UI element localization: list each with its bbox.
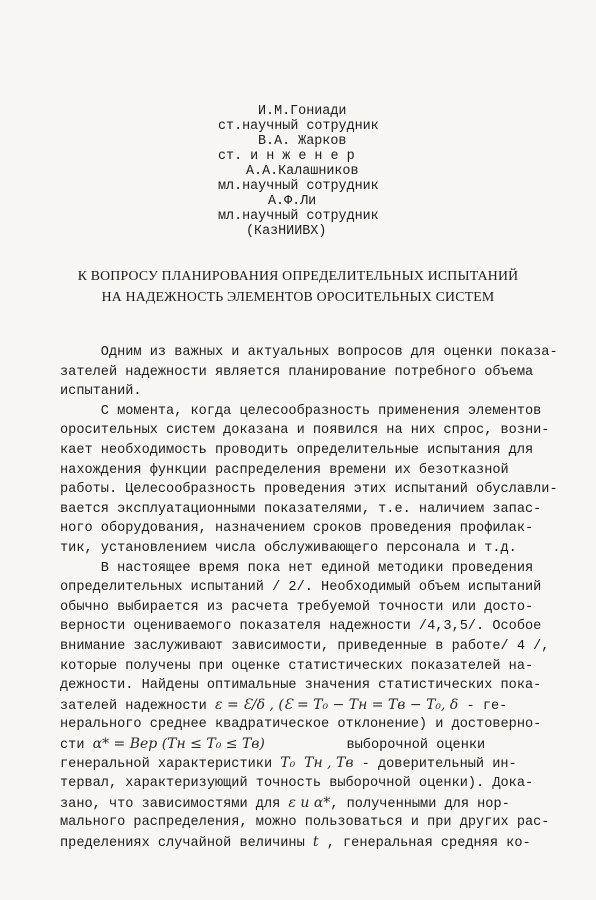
text-line: вается эксплуатационными показателями, т.е. наличием запас- (60, 501, 542, 517)
author-name: А.Ф.Ли (268, 194, 317, 209)
author-name: А.А.Калашников (246, 164, 359, 179)
author-name: И.М.Гониади (258, 104, 347, 119)
author-position: ст.научный сотрудник (218, 119, 379, 134)
text-line-formula (60, 735, 580, 755)
text-line: тик, установлением числа обслуживающего персонала и т.д. (60, 540, 517, 556)
handwritten-formula: ε = Ɛ/δ , (Ɛ = T₀ − Tн = Tв − T₀, δ (215, 696, 459, 713)
text-line: ного оборудования, назначением сроков проведения профилак- (60, 521, 534, 537)
text-fragment: выборочной оценки (264, 737, 486, 753)
text-line: нахождения функции распределения времени их безотказной (60, 462, 509, 478)
text-fragment: зано, что зависимостями для (60, 796, 289, 812)
text-line: верности оцениваемого показателя надежности /4,3,5/. Особое (60, 619, 542, 635)
text-line: определительных испытаний / 2/. Необходимый объем испытаний (60, 580, 542, 596)
text-fragment: генеральной характеристики (60, 757, 281, 773)
author-position: мл.научный сотрудник (218, 209, 379, 224)
handwritten-formula: t (312, 833, 319, 850)
text-fragment: , полученными для нор- (330, 796, 510, 812)
text-line-formula (60, 794, 580, 814)
text-line: зателей надежности является планирование потребного объема (60, 364, 534, 380)
authors-block (218, 104, 518, 239)
text-line: дежности. Найдены оптимальные значения статистических пока- (60, 678, 542, 694)
text-line: оросительных систем доказана и появился на них спрос, возни- (60, 423, 550, 439)
handwritten-formula: α* = Bep (Tн ≤ T₀ ≤ Tв) (92, 735, 265, 752)
text-line: мального распределения, можно пользоваться и при других рас- (60, 815, 550, 831)
text-line: нерального среднее квадратическое отклонение) и достоверно- (60, 717, 542, 733)
handwritten-formula: ε и α* (288, 794, 331, 811)
author-position: ст. и н ж е н е р (218, 149, 355, 164)
author-position: мл.научный сотрудник (218, 179, 379, 194)
text-line: кает необходимость проводить определительные испытания для (60, 442, 534, 458)
body-text (60, 343, 580, 852)
text-fragment: - ге- (458, 698, 508, 714)
text-fragment: пределениях случайной величины (60, 835, 313, 851)
paper-title-line-2: НА НАДЕЖНОСТЬ ЭЛЕМЕНТОВ ОРОСИТЕЛЬНЫХ СИСТЕМ (101, 289, 495, 304)
paper-title-line-1: К ВОПРОСУ ПЛАНИРОВАНИЯ ОПРЕДЕЛИТЕЛЬНЫХ ИСПЫТАНИЙ (77, 268, 519, 283)
text-line: которые получены при оценке статистических показателей на- (60, 658, 534, 674)
author-name: В.А. Жарков (258, 134, 347, 149)
handwritten-formula: T₀ Tн , Tв (280, 755, 354, 772)
text-line: тервал, характеризующий точность выборочной оценки). Дока- (60, 776, 534, 792)
text-line: С момента, когда целесообразность применения элементов (60, 403, 542, 419)
text-line: В настоящее время пока нет единой методики проведения (60, 560, 534, 576)
text-fragment: сти (60, 737, 93, 753)
text-line-formula (60, 754, 580, 774)
text-line: работы. Целесообразность проведения этих испытаний обуславли- (60, 482, 558, 498)
text-line: обычно выбирается из расчета требуемой точности или досто- (60, 599, 534, 615)
text-fragment: зателей надежности (60, 698, 215, 714)
text-line-formula (60, 696, 580, 716)
text-fragment: - доверительный ин- (353, 757, 517, 773)
text-line: испытаний. (60, 384, 142, 400)
text-fragment: , генеральная средняя ко- (318, 835, 531, 851)
text-line: Одним из важных и актуальных вопросов для оценки показа- (60, 345, 558, 360)
text-line-formula (60, 833, 580, 853)
affiliation: (КазНИИВХ) (246, 224, 327, 239)
text-line: внимание заслуживают зависимости, приведенные в работе/ 4 /, (60, 638, 550, 654)
